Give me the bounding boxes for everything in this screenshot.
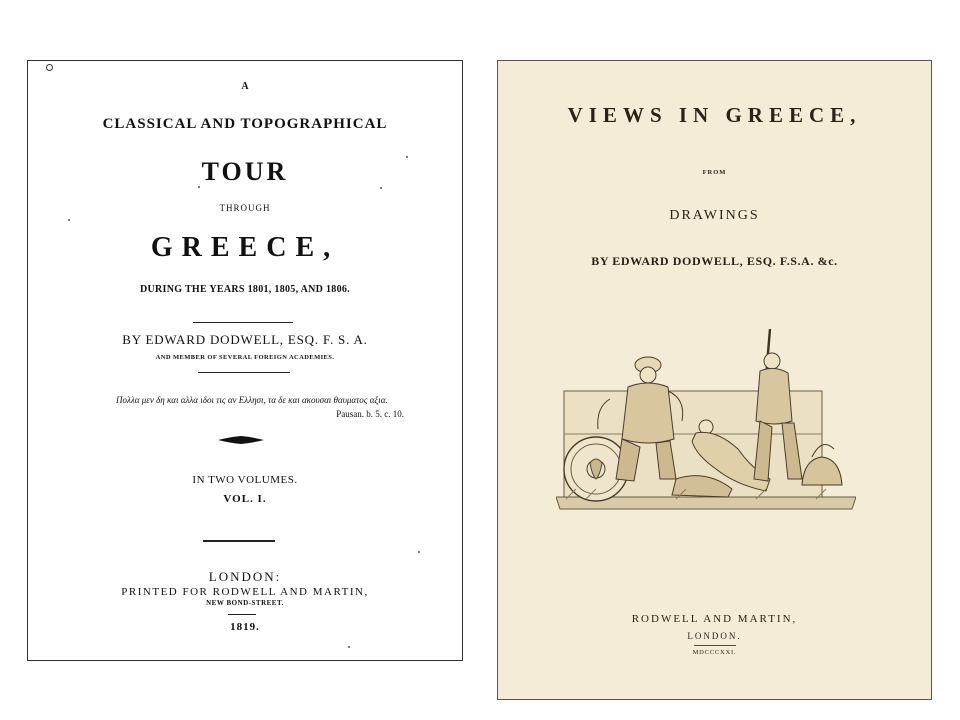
- engraving-vignette: [556, 329, 856, 514]
- title-line-tour: TOUR: [201, 157, 289, 186]
- ink-speck: [418, 551, 420, 553]
- volume-number: VOL. I.: [223, 493, 267, 505]
- imprint-city: LONDON:: [208, 569, 282, 584]
- title-dates: DURING THE YEARS 1801, 1805, AND 1806.: [139, 284, 351, 295]
- divider-rule: [198, 372, 290, 373]
- title-article: A: [241, 81, 249, 92]
- ink-speck: [348, 646, 350, 648]
- imprint-year: 1819.: [230, 621, 260, 633]
- plate-city: LONDON.: [687, 631, 742, 641]
- epigraph-source: Pausan. b. 5. c. 10.: [336, 409, 404, 419]
- ink-speck: [46, 64, 53, 71]
- greek-epigraph: Πολλα μεν δη και αλλα ιδοι τις αν Ελλησι, τα δε και ακουσαι θαυματος αξια.: [116, 395, 388, 405]
- right-title-page: [497, 60, 932, 700]
- divider-rule: [694, 645, 736, 646]
- title-line-classical: CLASSICAL AND TOPOGRAPHICAL: [102, 116, 388, 132]
- divider-rule: [228, 614, 256, 615]
- plate-drawings: DRAWINGS: [669, 208, 760, 223]
- divider-rule: [193, 322, 293, 323]
- volumes-line: IN TWO VOLUMES.: [192, 474, 298, 486]
- ornament-dash: [218, 436, 264, 444]
- plate-title: VIEWS IN GREECE,: [567, 103, 862, 127]
- affiliation-line: AND MEMBER OF SEVERAL FOREIGN ACADEMIES.: [155, 354, 335, 361]
- plate-from: FROM: [702, 169, 727, 176]
- plate-publisher: RODWELL AND MARTIN,: [631, 613, 798, 625]
- plate-year: MDCCCXXI.: [692, 649, 737, 656]
- left-title-page: [27, 60, 463, 661]
- divider-rule: [203, 540, 275, 542]
- plate-author: BY EDWARD DODWELL, ESQ. F.S.A. &c.: [591, 254, 838, 268]
- title-line-greece: GREECE,: [150, 232, 340, 263]
- title-line-through: THROUGH: [219, 203, 271, 213]
- ink-speck: [68, 219, 70, 221]
- author-line: BY EDWARD DODWELL, ESQ. F. S. A.: [122, 332, 368, 347]
- imprint-street: NEW BOND-STREET.: [206, 599, 284, 607]
- imprint-printer: PRINTED FOR RODWELL AND MARTIN,: [121, 586, 369, 598]
- ink-speck: [380, 187, 382, 189]
